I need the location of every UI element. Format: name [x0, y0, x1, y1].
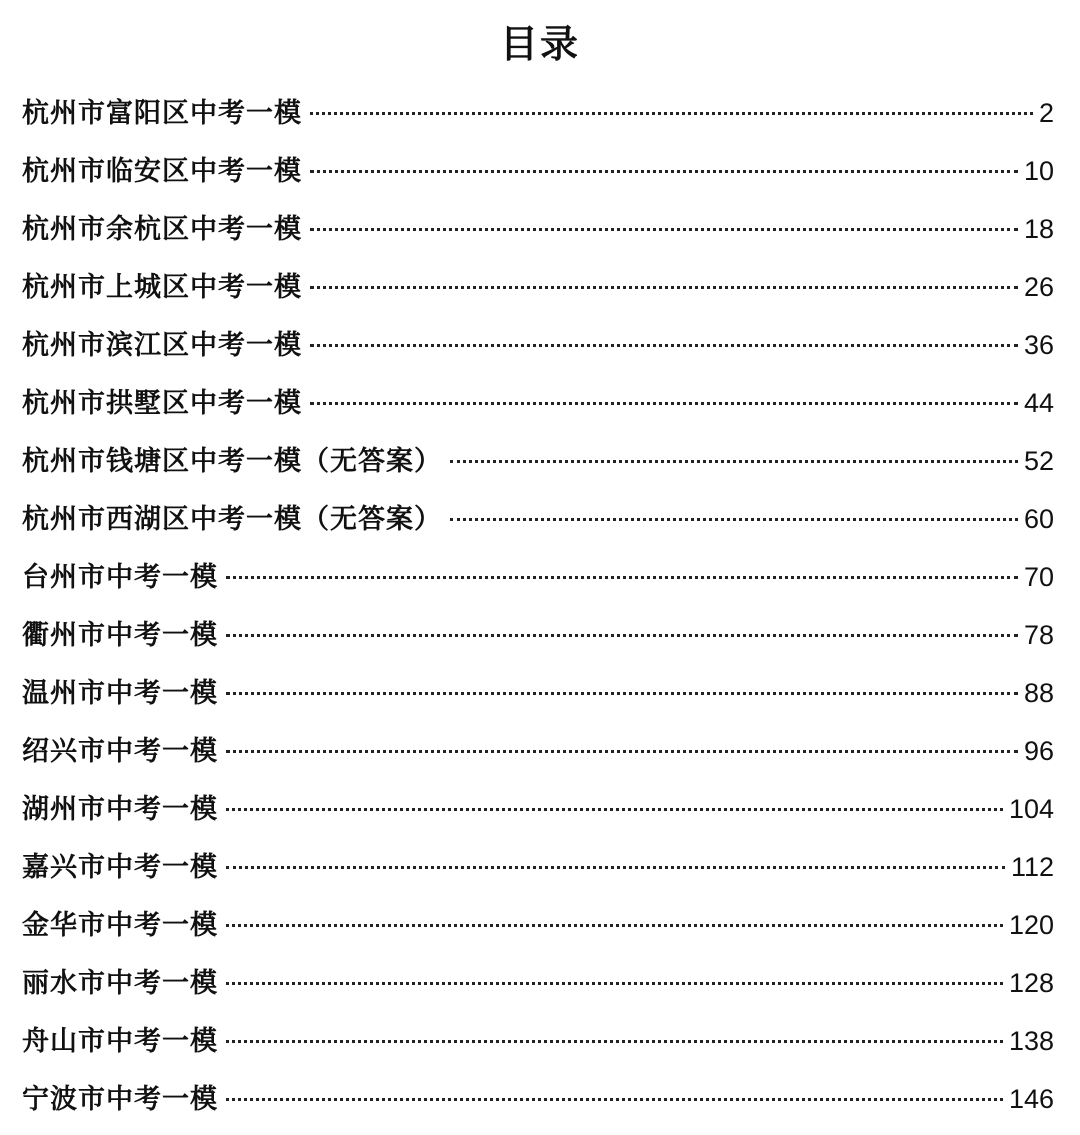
- dot-leader: [310, 112, 1033, 115]
- dot-leader: [310, 402, 1018, 405]
- toc-entry-label: 舟山市中考一模: [22, 1026, 218, 1057]
- toc-entry-label: 嘉兴市中考一模: [22, 852, 218, 883]
- toc-entry-label: 丽水市中考一模: [22, 968, 218, 999]
- toc-page-number: 44: [1023, 388, 1054, 418]
- toc-entry[interactable]: [22, 200, 1054, 258]
- toc-entry[interactable]: [22, 548, 1054, 606]
- toc-entry-label: 杭州市西湖区中考一模（无答案）: [22, 504, 442, 535]
- toc-entry[interactable]: [22, 1070, 1054, 1128]
- toc-entry-label: 杭州市钱塘区中考一模（无答案）: [22, 446, 442, 477]
- toc-page-number: 60: [1023, 504, 1054, 534]
- dot-leader: [450, 460, 1018, 463]
- toc-entry-label: 温州市中考一模: [22, 678, 218, 709]
- toc-entry-label: 杭州市滨江区中考一模: [22, 330, 302, 361]
- toc-title: 目录: [499, 22, 580, 66]
- dot-leader: [310, 170, 1018, 173]
- toc-entry-label: 杭州市余杭区中考一模: [22, 214, 302, 245]
- dot-leader: [310, 344, 1018, 347]
- toc-page-number: 2: [1038, 98, 1054, 128]
- toc-entry-label: 台州市中考一模: [22, 562, 218, 593]
- toc-entry-label: 宁波市中考一模: [22, 1084, 218, 1115]
- dot-leader: [226, 576, 1018, 579]
- toc-entry[interactable]: [22, 432, 1054, 490]
- toc-entry[interactable]: [22, 780, 1054, 838]
- dot-leader: [310, 228, 1018, 231]
- toc-entry[interactable]: [22, 664, 1054, 722]
- toc-entry[interactable]: [22, 316, 1054, 374]
- toc-entry-label: 杭州市富阳区中考一模: [22, 98, 302, 129]
- toc-page-number: 128: [1008, 968, 1054, 998]
- toc-entry-label: 杭州市上城区中考一模: [22, 272, 302, 303]
- toc-entry-label: 杭州市拱墅区中考一模: [22, 388, 302, 419]
- toc-entry[interactable]: [22, 258, 1054, 316]
- dot-leader: [226, 1098, 1003, 1101]
- toc-entry[interactable]: [22, 142, 1054, 200]
- toc-page-number: 88: [1023, 678, 1054, 708]
- toc-list: [22, 84, 1054, 1128]
- dot-leader: [226, 692, 1018, 695]
- toc-entry[interactable]: [22, 606, 1054, 664]
- dot-leader: [226, 750, 1018, 753]
- dot-leader: [226, 808, 1003, 811]
- toc-entry-label: 绍兴市中考一模: [22, 736, 218, 767]
- toc-entry[interactable]: [22, 1012, 1054, 1070]
- toc-entry-label: 衢州市中考一模: [22, 620, 218, 651]
- toc-entry[interactable]: [22, 84, 1054, 142]
- toc-page-number: 78: [1023, 620, 1054, 650]
- toc-entry[interactable]: [22, 374, 1054, 432]
- dot-leader: [226, 924, 1003, 927]
- toc-page-number: 146: [1008, 1084, 1054, 1114]
- toc-entry[interactable]: [22, 490, 1054, 548]
- toc-page-number: 36: [1023, 330, 1054, 360]
- toc-entry-label: 湖州市中考一模: [22, 794, 218, 825]
- toc-entry[interactable]: [22, 722, 1054, 780]
- toc-page-number: 104: [1008, 794, 1054, 824]
- toc-entry[interactable]: [22, 896, 1054, 954]
- dot-leader: [450, 518, 1018, 521]
- toc-page-number: 70: [1023, 562, 1054, 592]
- dot-leader: [226, 866, 1005, 869]
- toc-entry-label: 金华市中考一模: [22, 910, 218, 941]
- dot-leader: [226, 1040, 1003, 1043]
- toc-page-number: 26: [1023, 272, 1054, 302]
- dot-leader: [226, 634, 1018, 637]
- toc-page-number: 138: [1008, 1026, 1054, 1056]
- toc-entry[interactable]: [22, 838, 1054, 896]
- toc-page-number: 112: [1010, 852, 1054, 882]
- toc-entry-label: 杭州市临安区中考一模: [22, 156, 302, 187]
- toc-page-number: 10: [1023, 156, 1054, 186]
- toc-page-number: 96: [1023, 736, 1054, 766]
- toc-page-number: 18: [1023, 214, 1054, 244]
- toc-page-number: 120: [1008, 910, 1054, 940]
- toc-entry[interactable]: [22, 954, 1054, 1012]
- dot-leader: [226, 982, 1003, 985]
- toc-page-number: 52: [1023, 446, 1054, 476]
- dot-leader: [310, 286, 1018, 289]
